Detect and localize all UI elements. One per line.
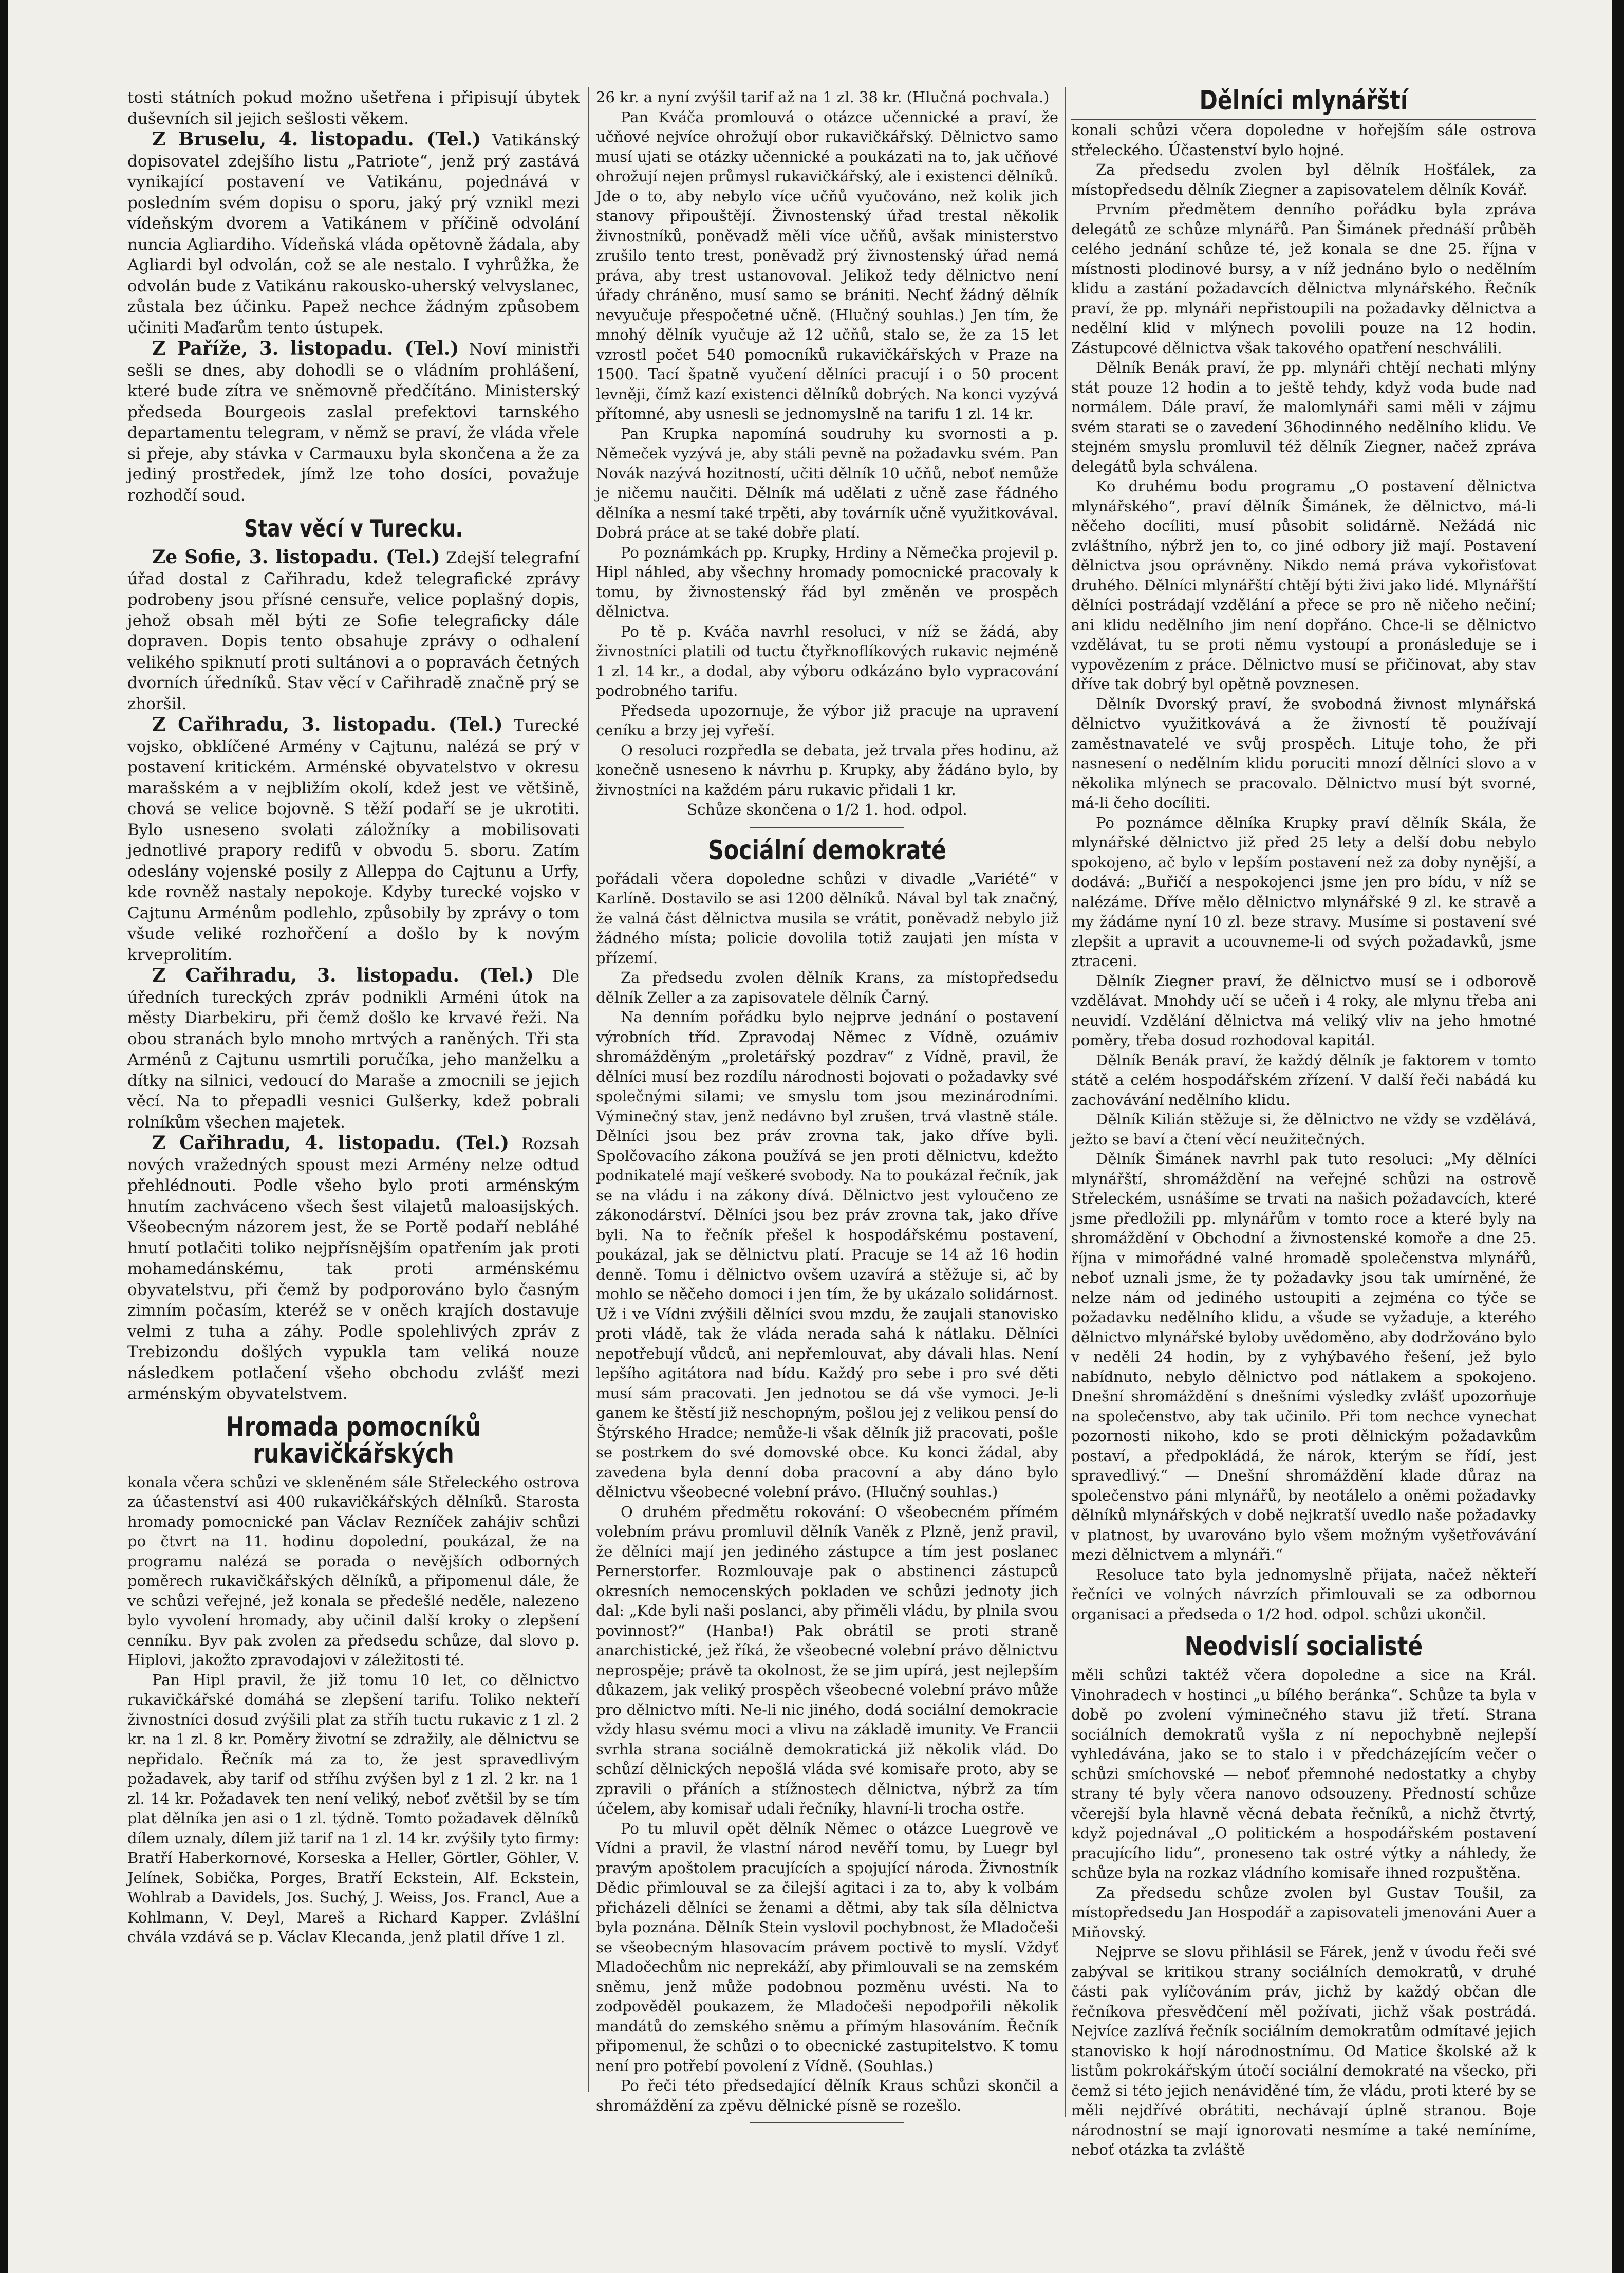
dateline: Z Bruselu, 4. listopadu. (Tel.): [152, 128, 481, 150]
article-text: Prvním předmětem denního pořádku byla zpráva delegátů ze schůze mlynářů. Pan Šimánek přednáší průběh celého jednání schůze té, jež konala se dne 25. října v místnosti plodinové bursy, a v níž jednáno bylo o nedělním klidu a zastání požadavcích dělnictva mlynářského. Řečník praví, že pp. mlynáři nepřistoupili na požadavky dělnictva a nedělní klid v mlýnech povolili pouze na 12 hodin. Zástupcové dělnictva však takového opatření neschválili.: [1071, 200, 1536, 357]
article-text: tosti státních pokud možno ušetřena i připisují úbytek duševních sil jejich sešlosti věkem.: [127, 88, 580, 128]
divider: [750, 827, 904, 828]
article-text: Po poznámce dělníka Krupky praví dělník Skála, že mlynářské dělnictvo již před 25 lety a delší dobu nebylo spokojeno, ač bylo v lepším postavení než za doby nynější, a dodává: „Buřičí a nespokojenci jsme jen pro bídu, v níž se nalézáme. Dříve mělo dělnictvo mlynářské 9 zl. ke stravě a my žádáme nyní 10 zl. beze stravy. Musíme si postavení své zlepšit a upravit a ucouvneme-li od svých požadavků, jsme ztraceni.: [1071, 814, 1536, 970]
column-3: [1071, 87, 1536, 2160]
scan-edge-right: [1612, 0, 1624, 2273]
article-text: Pan Kváča promlouvá o otázce učennické a praví, že učňové nejvíce ohrožují obor rukavičkářský. Dělnictvo samo musí ujati se otázky učennické a poukázati na to, jak učňové ohrožují nejen průmysl rukavičkářský, ale i existenci dělníků. Jde o to, aby nebylo více učňů vyučováno, než kolik jich stanovy připouštějí. Živnostenský úřad trestal několik živnostníků, poněvadž měli více učňů, avšak ministerstvo zrušilo tento trest, poněvadž prý živnostenský úřad nemá práva, aby trest ustanovoval. Jelikož tedy dělnictvo není úřady chráněno, musí samo se brániti. Nechť žádný dělník nevyučuje přespočetné učně. (Hlučný souhlas.) Jen tím, že mnohý dělník vyučuje až 12 učňů, stalo se, že za 15 let vzrostl počet 540 pomocníků rukavičkářských v Praze na 1500. Tací špatně vyučení dělníci pracují i o 50 procent levněji, čímž kazí existenci dělníků dobrých. Na konci vyzývá přítomné, aby usnesli se jednomyslně na tarifu 1 zl. 14 kr.: [596, 108, 1058, 422]
article-text: Dělník Benák praví, že pp. mlynáři chtějí nechati mlýny stát pouze 12 hodin a to ještě tehdy, když voda bude nad normálem. Dále praví, že malomlynáři sami měli v zájmu svém starati se o zavedení 36hodinného nedělního klidu. Ve stejném smyslu promluvil též dělník Ziegner, načež zpráva delegátů byla schválena.: [1071, 359, 1536, 475]
section-heading-neodvisli: Neodvislí socialisté: [1184, 1631, 1423, 1662]
article-text: Pan Hipl pravil, že již tomu 10 let, co dělnictvo rukavičkářské domáhá se zlepšení tarifu. Toliko nekteří živnostníci dosud zvýšili plat za stříh tuctu rukavic z 1 zl. 2 kr. na 1 zl. 8 kr. Poměry životní se zdražily, ale dělnictvu se nepřidalo. Řečník má za to, že jest spravedlivým požadavek, aby tarif od stříhu zvýšen byl z 1 zl. 2 kr. na 1 zl. 14 kr. Požadavek ten není veliký, neboť zvětšil by se tím plat dělníka jen asi o 1 zl. týdně. Tomto požadavek dělníků dílem uznaly, dílem již tarif na 1 zl. 14 kr. zvýšily tyto firmy: Bratří Haberkornové, Korseska a Heller, Görtler, Göhler, V. Jelínek, Sobička, Porges, Bratří Eckstein, Alf. Eckstein, Wohlrab a Davidels, Jos. Suchý, J. Weiss, Jos. Francl, Aue a Kohlmann, V. Deyl, Mareš a Richard Kapper. Zvlášlní chvála vzdává se p. Václav Klecanda, jenž platil dříve 1 zl.: [127, 1671, 580, 1946]
article-text: Po poznámkách pp. Krupky, Hrdiny a Němečka projevil p. Hipl náhled, aby všechny hromady pomocnické pracovaly k tomu, by živnostenský řád byl změněn ve prospěch dělnictva.: [596, 543, 1058, 620]
column-rule-1: [588, 87, 589, 2092]
article-text: Dělník Kilián stěžuje si, že dělnictvo ne vždy se vzdělává, ježto se baví a čtení věcí neužitečných.: [1071, 1111, 1536, 1148]
article-text: konali schůzi včera dopoledne v hořejším sále ostrova střeleckého. Účastenství bylo hojné.: [1071, 121, 1536, 159]
article-text: Zdejší telegrafní úřad dostal z Cařihradu, kdež telegrafické zprávy podrobeny jsou přísné censuře, velice poplašný dopis, jehož obsah měl býti ze Sofie telegraficky dále dopraven. Dopis tento obsahuje zprávy o odhalení velikého spiknutí proti sultánovi a o popravách četných dvorních úředníků. Stav věcí v Cařihradě značně prý se zhoršil.: [127, 549, 580, 713]
article-text: Dělník Dvorský praví, že svobodná živnost mlynářská dělnictvo využitkovává a že živností tě používají zaměstnavatelé ve svůj prospěch. Lituje toho, že při nasnesení o nedělním klidu poruciti mnozí dělníci slovo a v několika mlýnech se pracovalo. Dělnictvo musí být svorné, má-li čeho docíliti.: [1071, 695, 1536, 811]
article-text: Ko druhému bodu programu „O postavení dělnictva mlynářského“, praví dělník Šimánek, že dělnictvo, má-li něčeho docíliti, musí působit solidárně. Nežádá nic zvláštního, nýbrž jen to, co jiné odbory již mají. Postavení dělnictva jsou oprávněny. Nikdo nemá práva vykořisťovat druhého. Dělníci mlynářští chtějí býti živi jako lidé. Mlynářští dělníci postrádají vzdělání a přece se pro ně ničeho nečiní; ani klidu nedělního jim není dopřáno. Chce-li se dělnictvo vzdělávat, tu se proti němu vystoupí a pronásleduje se i vypovězením z práce. Dělnictvo musí se přičinovat, aby stav dříve tak dobrý byl opětně povznesen.: [1071, 477, 1536, 693]
section-heading-rukavickari: Hromada pomocníků rukavičkářských: [226, 1411, 481, 1469]
closing-note: Schůze skončena o 1/2 1. hod. odpol.: [687, 801, 967, 818]
divider: [750, 2122, 904, 2123]
article-text: Dělník Ziegner praví, že dělnictvo musí se i odborově vzdělávat. Mnohdy učí se učeň i 4 roky, ale mlynu třeba ani neuvidí. Vzdělání dělnictva má veliký vliv na jeho hmotné poměry, třeba dosud rozhodoval kapitál.: [1071, 972, 1536, 1049]
article-text: Nejprve se slovu přihlásil se Fárek, jenž v úvodu řeči své zabýval se kritikou strany sociálních demokratů, v druhé části pak vylíčováním práv, jichž by každý občan dle řečníkova přesvědčení měl požívati, jichž však postrádá. Nejvíce zazlívá řečník sociálním demokratům odmítavé jejich stanovisko k hojí národnostnímu. Od Matice školské až k listům pokrokářským útočí sociální demokraté na všecko, při čemž si této jejich nenáviděné tím, že vládu, proti které by se měli nejdřívé obrátiti, nechávají úplně stranou. Boje národnostní se mají ignorovati nesmíme a také nemíníme, neboť otázka ta zvláště: [1071, 1943, 1536, 2158]
article-text: Na denním pořádku bylo nejprve jednání o postavení výrobních tříd. Zpravodaj Němec z Vídně, ozuámiv shromážděným „proletářský pozdrav“ z Vídně, pravil, že dělníci musí bez rozdílu národnosti bojovati o požadavky své společnými silami; ve smyslu tom jsou mezinárodními. Výminečný stav, jenž nedávno byl zrušen, trvá vlastně stále. Dělníci jsou bez práv zrovna tak, jako dříve byli. Spolčovacího zákona používá se jen proti dělnictvu, kdežto podnikatelé mají veškeré svobody. Na to poukázal řečník, jak se na vládu i na zákony dívá. Dělnictvo jest vyloučeno ze zákonodárství. Dělníci jsou bez práv zrovna tak, jako dříve byli. Na to řečník přešel k hospodářskému postavení, poukázal, jak se dělnictvu platí. Pracuje se 14 až 16 hodin denně. Tomu i dělnictvo ovšem uzavírá a stěžuje si, ač by mohlo se něčeho domoci i jen tím, že by ukázalo solidárnost. Už i ve Vídni zvýšili dělníci svou mzdu, že zaujali stanovisko proti vládě, tak že vláda nerada sahá k nátlaku. Dělníci nepotřebují vůdců, ani nepřemlouvat, aby dávali hlas. Není lepšího agitátora nad bídu. Každý pro sebe i pro své děti musí sám pracovati. Jen jednotou se dá vše vymoci. Je-li ganem ke štěstí již neschopným, pošlou jej z velikou pensí do Štýrského Hradce; nemůže-li však dělník již pracovati, pošle se postrkem do své domovské obce. Ku konci žádal, aby zavedena byla denní doba pracovní a aby dáno bylo dělnictvu všeobecné volební právo. (Hlučný souhlas.): [596, 1008, 1058, 1501]
article-text: Pan Krupka napomíná soudruhy ku svornosti a p. Němeček vyzývá je, aby stáli pevně na požadavku svém. Pan Novák nazývá hozitností, učiti dělník 10 učňů, neboť nemůže je ničemu naučiti. Dělník má udělati z učně zase řádného dělníka a nesmí také trpěti, aby továrník učně využitkovával. Dobrá práce at se také dobře platí.: [596, 424, 1058, 541]
article-text: 26 kr. a nyní zvýšil tarif až na 1 zl. 38 kr. (Hlučná pochvala.): [596, 88, 1050, 106]
article-text: Resoluce tato byla jednomyslně přijata, načež někteří řečníci ve volných návrzích přimlouvali se za odbornou organisaci a předseda o 1/2 hod. odpol. schůzi ukončil.: [1071, 1565, 1536, 1623]
article-text: Za předsedu zvolen dělník Krans, za místopředsedu dělník Zeller a za zapisovatele dělník Čarný.: [596, 969, 1058, 1006]
section-heading-turecko: Stav věcí v Turecku.: [244, 514, 463, 542]
column-1: [127, 87, 580, 1947]
article-text: Noví ministři sešli se dnes, aby dohodli se o vládním prohlášení, které bude zítra ve sněmovně předčítáno. Ministerský předseda Bourgeois zaslal prefektovi tarnského departamentu telegram, v němž se praví, že vláda vřele si přeje, aby stávka v Carmauxu byla skončena a že za jediný prostředek, jímž lze toho dosíci, považuje rozhodčí soud.: [127, 340, 580, 505]
column-rule-2: [1065, 87, 1066, 2117]
article-text: Předseda upozornuje, že výbor již pracuje na upravení ceníku a brzy jej vyřeší.: [596, 701, 1058, 739]
article-text: měli schůzi taktéž včera dopoledne a sice na Král. Vinohradech v hostinci „u bílého beránka“. Schůze ta byla v době po zvolení výminečného stavu již třetí. Strana sociálních demokratů vyšla z ní nepochybně nejlepší vyhledávána, jako se to stalo i v předcházejícím večer o schůzi smíchovské — neboť přemnohé nedostatky a chyby strany té byly včera nanovo odsouzeny. Předností schůze včerejší byla hlavně věcná debata řečníků, a nichž čtvrtý, když pojednával „O politickém a hospodářském postavení pracujícího lidu“, proneseno tak ostré výtky a náhledy, že schůze byla na rozkaz vládního komisaře ihned rozpuštěna.: [1071, 1666, 1536, 1881]
article-text: Rozsah nových vražedných spoust mezi Armény nelze odtud přehlédnouti. Podle všeho bylo proti arménským hnutím zachváceno všech šest vilajetů maloasijských. Všeobecným názorem jest, že se Portě podaří nebláhé hnutí potlačiti toliko nejpřísnějším opatřením jak proti mohamedánskému, tak proti arménskému obyvatelstvu, při čemž by podporováno bylo časným zimním počasím, kteréž se v oněch krajích dostavuje velmi z tuha a záhy. Podle spolehlivých zpráv z Trebizondu došlých vypukla tam veliká nouze následkem potlačení všeho obchodu zvlášť mezi arménským obyvatelstvem.: [127, 1135, 580, 1403]
article-text: Po řeči této předsedající dělník Kraus schůzi skončil a shromáždění za zpěvu dělnické písně se rozešlo.: [596, 2077, 1058, 2114]
article-text: Vatikánský dopisovatel zdejšího listu „Patriote“, jenž prý zastává vynikající postavení ve Vatikánu, pojednává v posledním svém dopisu o sporu, jaký prý vznikl mezi vídeňským dvorem a Vatikánem v příčině odvolání nuncia Agliardiho. Vídeňská vláda opětovně žádala, aby Agliardi byl odvolán, což se ale nestalo. I vyhrůžka, že odvolán bude z Vatikánu rakousko-uherský velvyslanec, zůstala bez účinku. Papež nechce žádným způsobem učiniti Maďarům tento ústupek.: [127, 131, 580, 337]
dateline: Z Paříže, 3. listopadu. (Tel.): [152, 338, 459, 359]
article-text: Za předsedu schůze zvolen byl Gustav Toušil, za místopředsedu Jan Hospodář a zapisovateli jmenováni Auer a Miňovský.: [1071, 1883, 1536, 1941]
column-2: [596, 87, 1058, 2131]
section-heading-socialni-demokrate: Sociální demokraté: [708, 835, 946, 866]
dateline: Ze Sofie, 3. listopadu. (Tel.): [152, 546, 440, 568]
article-text: pořádali včera dopoledne schůzi v divadle „Variété“ v Karlíně. Dostavilo se asi 1200 dělníků. Nával byl tak značný, že valná část dělnictva musila se vrátit, poněvadž nebylo již žádného místa; policie dovolila totiž zaujati jen místa v přízemí.: [596, 870, 1058, 967]
article-text: O resoluci rozpředla se debata, jež trvala přes hodinu, až konečně usneseno k návrhu p. Krupky, aby žádáno bylo, by živnostníci na každém páru rukavic přidali 1 kr.: [596, 741, 1058, 799]
article-text: O druhém předmětu rokování: O všeobecném přímém volebním právu promluvil dělník Vaněk z Plzně, jenž pravil, že dělníci mají jen jediného zástupce a tím jest poslanec Pernerstorfer. Rozmlouvaje pak o abstinenci zástupců okresních nemocenských pokladen ve schůzi jednoty jich dal: „Kde byli naši poslanci, aby přiměli vládu, by plnila svou povinnost?“ (Hanba!) Pak obrátil se proti straně anarchistické, jež říká, že všeobecné volební právo dělnictvu neprospěje; právě ta okolnost, že se jim upírá, jest nejlepším důkazem, jak veliký prospěch všeobecné volební právo může pro dělnictvo míti. Ne-li nic jiného, dodá sociální demokracie vždy hlasu svému moci a vlivu na základě imunity. Ve Francii svrhla strana sociálně demokratická již několik vlád. Do schůzí dělnických nepošlá vláda své komisaře proto, aby se zpravili o přáních a stížnostech dělnictva, nýbrž za tím účelem, aby komisař udali řečníky, hlavní-li trocha ostře.: [596, 1503, 1058, 1817]
article-text: Po tu mluvil opět dělník Němec o otázce Luegrově ve Vídni a pravil, že vlastní národ nevěří tomu, by Luegr byl pravým apoštolem pracujících a spojující národa. Živnostník Dědic přimlouval se za čilejší agitaci i za to, aby k volbám přicházeli dělníci se ženami a dětmi, aby tak síla dělnictva byla poznána. Dělník Stein vyslovil pochybnost, že Mladočeši se všeobecným hlasovacím právem poctivě to myslí. Vždyť Mladočechům nic neprekáží, aby přimlouvali se na zemském sněmu, jenž může podobnou pozměnu uvésti. Na to zodpověděl poukazem, že Mladočeši nepodpořili několik mandátů do zemského sněmu a přímým hlasováním. Řečník připomenul, že schůzi o to obecnické zastupitelstvo. K tomu není pro potřebí povolení z Vídně. (Souhlas.): [596, 1819, 1058, 2075]
article-text: Dle úředních tureckých zpráv podnikli Arméni útok na městy Diarbekiru, při čemž došlo ke krvavé řeži. Na obou stranách bylo mnoho mrtvých a raněných. Tři sta Arménů z Cajtunu usmrtili poručíka, jeho manželku a dítky na silnici, vedoucí do Maraše a zmocnili se jejich věcí. Na to přepadli vesnici Gulšerky, kdež pobrali rolníkům všechen majetek.: [127, 967, 580, 1132]
section-heading-mlynari: Dělníci mlynářští: [1199, 85, 1408, 116]
article-text: Za předsedu zvolen byl dělník Hošťálek, za místopředsedu dělník Ziegner a zapisovatelem dělník Kovář.: [1071, 161, 1536, 198]
dateline: Z Cařihradu, 3. listopadu. (Tel.): [152, 965, 534, 986]
scan-edge-left: [0, 0, 8, 2273]
article-text: Turecké vojsko, obklíčené Armény v Cajtunu, nalézá se prý v postavení kritickém. Arménské obyvatelstvo v okresu marašském a v nejbližím okolí, kdež jest ve většině, chová se velice bojovně. S těží podaří se je ukrotiti. Bylo usneseno svolati záložníky a mobilisovati jednotlivé prapory redifů v obvodu 5. sboru. Zatím odeslány vojenské posily z Alleppa do Cajtunu a Urfy, kde rovněž nastaly nepokoje. Kdyby turecké vojsko v Cajtunu Arménům podlehlo, způsobily by zprávy o tom všude veliké rozhořčení a došlo by k novým krveprolitím.: [127, 716, 580, 964]
article-text: Dělník Benák praví, že každý dělník je faktorem v tomto státě a celém hospodářském zřízení. V další řeči nabádá ku zachovávání nedělního klidu.: [1071, 1051, 1536, 1108]
article-text: konala včera schůzi ve skleněném sále Střeleckého ostrova za účastenství asi 400 rukavičkářských dělníků. Starosta hromady pomocnické pan Václav Rezníček zahájiv schůzi po čtvrt na 11. hodinu dopolední, poukázal, že na programu nalézá se porada o nevějších odborných poměrech rukavičkářských dělníků, a připomenul dále, že ve schůzi veřejné, jež konala se předešlé neděle, nalezeno bylo vyvolení hromady, aby učinil další kroky o zlepšení cenníku. Byv pak zvolen za předsedu schůze, dal slovo p. Hiplovi, jakožto zpravodajovi v záležitosti té.: [127, 1473, 580, 1669]
article-text: Po tě p. Kváča navrhl resoluci, v níž se žádá, aby živnostníci platili od tuctu čtyřknoflíkových rukavic nejméně 1 zl. 14 kr., a dodal, aby výboru odkázáno bylo vypracování podrobného tarifu.: [596, 622, 1058, 699]
dateline: Z Cařihradu, 4. listopadu. (Tel.): [152, 1132, 510, 1154]
dateline: Z Cařihradu, 3. listopadu. (Tel.): [152, 714, 503, 735]
article-text: Dělník Šimánek navrhl pak tuto resoluci: „My dělníci mlynářští, shromáždění na veřejné schůzi na ostrově Střeleckém, usnášíme se trvati na našich požadavcích, které jsme předložili pp. mlynářům v tomto roce a které byly na shromáždění v Obchodní a živnostenské komoře a dne 25. října v mimořádné valné hromadě společenstva mlynářů, neboť uznali jsme, že ty požadavky jsou tak umírněné, že nelze nám od jediného ustoupiti a zejména co týče se požadavku nedělního klidu, a všude se vyžaduje, a kterého dělnictvo mlynářské byloby uvědoměno, aby dodržováno bylo v neděli 24 hodin, by z vyhýbavého řešení, jež bylo nabídnuto, nebylo dělnictvo pod nátlakem a spokojeno. Dnešní shromáždění s dnešními výsledky zvlášť upozorňuje na společenstvo, aby tak učinilo. Při tom nechce vynechat pozornosti nikoho, kdo se proti dělnickým požadavkům postaví, a předpokládá, že nárok, kterým se řídí, jest spravedlivý.“ — Dnešní shromáždění klade důraz na společenstvo páni mlynářů, by neotálelo a oněmi požadavky dělníků mlynářských v době nejkratší uvedlo naše požadavky v platnost, by uvarováno bylo všem možným vyšetřovávání mezi dělnictvem a mlynáři.“: [1071, 1150, 1536, 1563]
